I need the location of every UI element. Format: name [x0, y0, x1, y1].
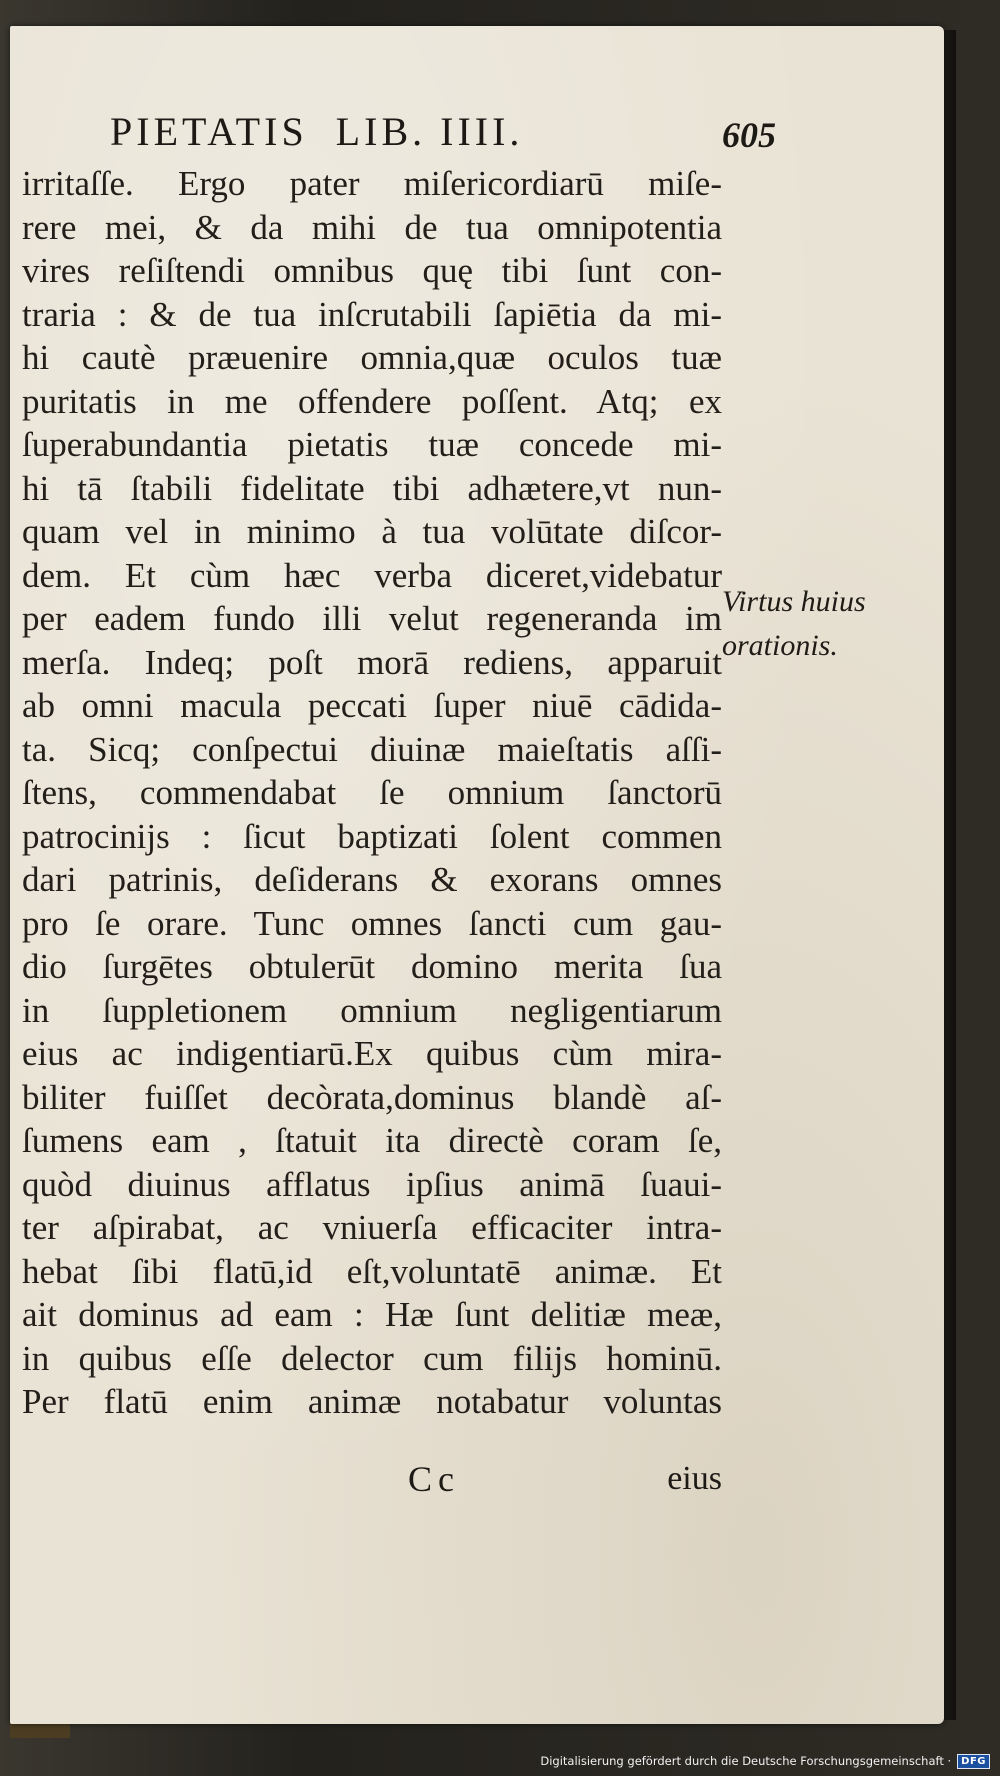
- text-line: irritaſſe. Ergo pater miſericordiarū miſe-: [22, 164, 722, 203]
- text-line: per eadem fundo illi velut regeneranda im: [22, 599, 722, 638]
- text-line: dio ſurgētes obtulerūt domino merita ſua: [22, 947, 722, 986]
- text-line: quam vel in minimo à tua volūtate diſcor-: [22, 512, 722, 551]
- text-line: vires reſiſtendi omnibus quę tibi ſunt con-: [22, 251, 722, 290]
- text-line: hi cautè præuenire omnia,quæ oculos tuæ: [22, 338, 722, 377]
- signature-mark: Cc: [408, 1459, 460, 1499]
- text-line: hebat ſibi flatū,id eſt,voluntatē animæ. Et: [22, 1251, 722, 1291]
- text-line: rere mei, & da mihi de tua omnipotentia: [22, 207, 722, 247]
- text-line: Per flatū enim animæ notabatur voluntas: [22, 1382, 722, 1421]
- text-line: ſumens eam , ſtatuit ita directè coram ſe,: [22, 1121, 722, 1160]
- marginal-note-line: Virtus huius: [722, 585, 866, 618]
- text-line: ſtens, commendabat ſe omnium ſanctorū: [22, 773, 722, 812]
- text-line: in quibus eſſe delector cum filijs hominū.: [22, 1338, 722, 1378]
- text-line: biliter fuiſſet decòrata,dominus blandè aſ-: [22, 1077, 722, 1117]
- catchword: eius: [667, 1460, 722, 1497]
- book-edge-shadow: [944, 30, 956, 1720]
- text-line: hi tā ſtabili fidelitate tibi adhætere,vt nun-: [22, 468, 722, 508]
- text-line: in ſuppletionem omnium negligentiarum: [22, 990, 722, 1030]
- text-line: dem. Et cùm hæc verba diceret,videbatur: [22, 555, 722, 595]
- text-line: pro ſe orare. Tunc omnes ſancti cum gau-: [22, 903, 722, 943]
- text-line: ta. Sicq; conſpectui diuinæ maieſtatis aſſi-: [22, 729, 722, 769]
- dfg-logo: DFG: [957, 1754, 990, 1769]
- text-line: ab omni macula peccati ſuper niuē cādida-: [22, 686, 722, 725]
- running-head: PIETATIS LIB. IIII.: [110, 109, 524, 154]
- binding-strip: [10, 1724, 70, 1738]
- text-line: ſuperabundantia pietatis tuæ concede mi-: [22, 425, 722, 464]
- text-line: quòd diuinus afflatus ipſius animā ſuaui-: [22, 1164, 722, 1204]
- text-line: eius ac indigentiarū.Ex quibus cùm mira-: [22, 1034, 722, 1073]
- marginal-note-line: orationis.: [722, 629, 838, 662]
- digitization-credit: [540, 1752, 990, 1770]
- page-number: 605: [722, 115, 776, 155]
- text-line: patrocinijs : ſicut baptizati ſolent commen: [22, 816, 722, 856]
- text-line: traria : & de tua inſcrutabili ſapiētia da mi-: [22, 294, 722, 334]
- text-line: ait dominus ad eam : Hæ ſunt delitiæ meæ,: [22, 1295, 722, 1334]
- text-line: merſa. Indeq; poſt morā rediens, apparuit: [22, 642, 722, 682]
- credit-text: Digitalisierung gefördert durch die Deutsche Forschungsgemeinschaft ·: [540, 1754, 952, 1768]
- text-line: puritatis in me offendere poſſent. Atq; ex: [22, 381, 722, 421]
- body-text: [22, 162, 722, 1424]
- text-line: ter aſpirabat, ac vniuerſa efficaciter intra-: [22, 1208, 722, 1247]
- marginal-note: [722, 580, 932, 668]
- text-line: dari patrinis, deſiderans & exorans omnes: [22, 860, 722, 899]
